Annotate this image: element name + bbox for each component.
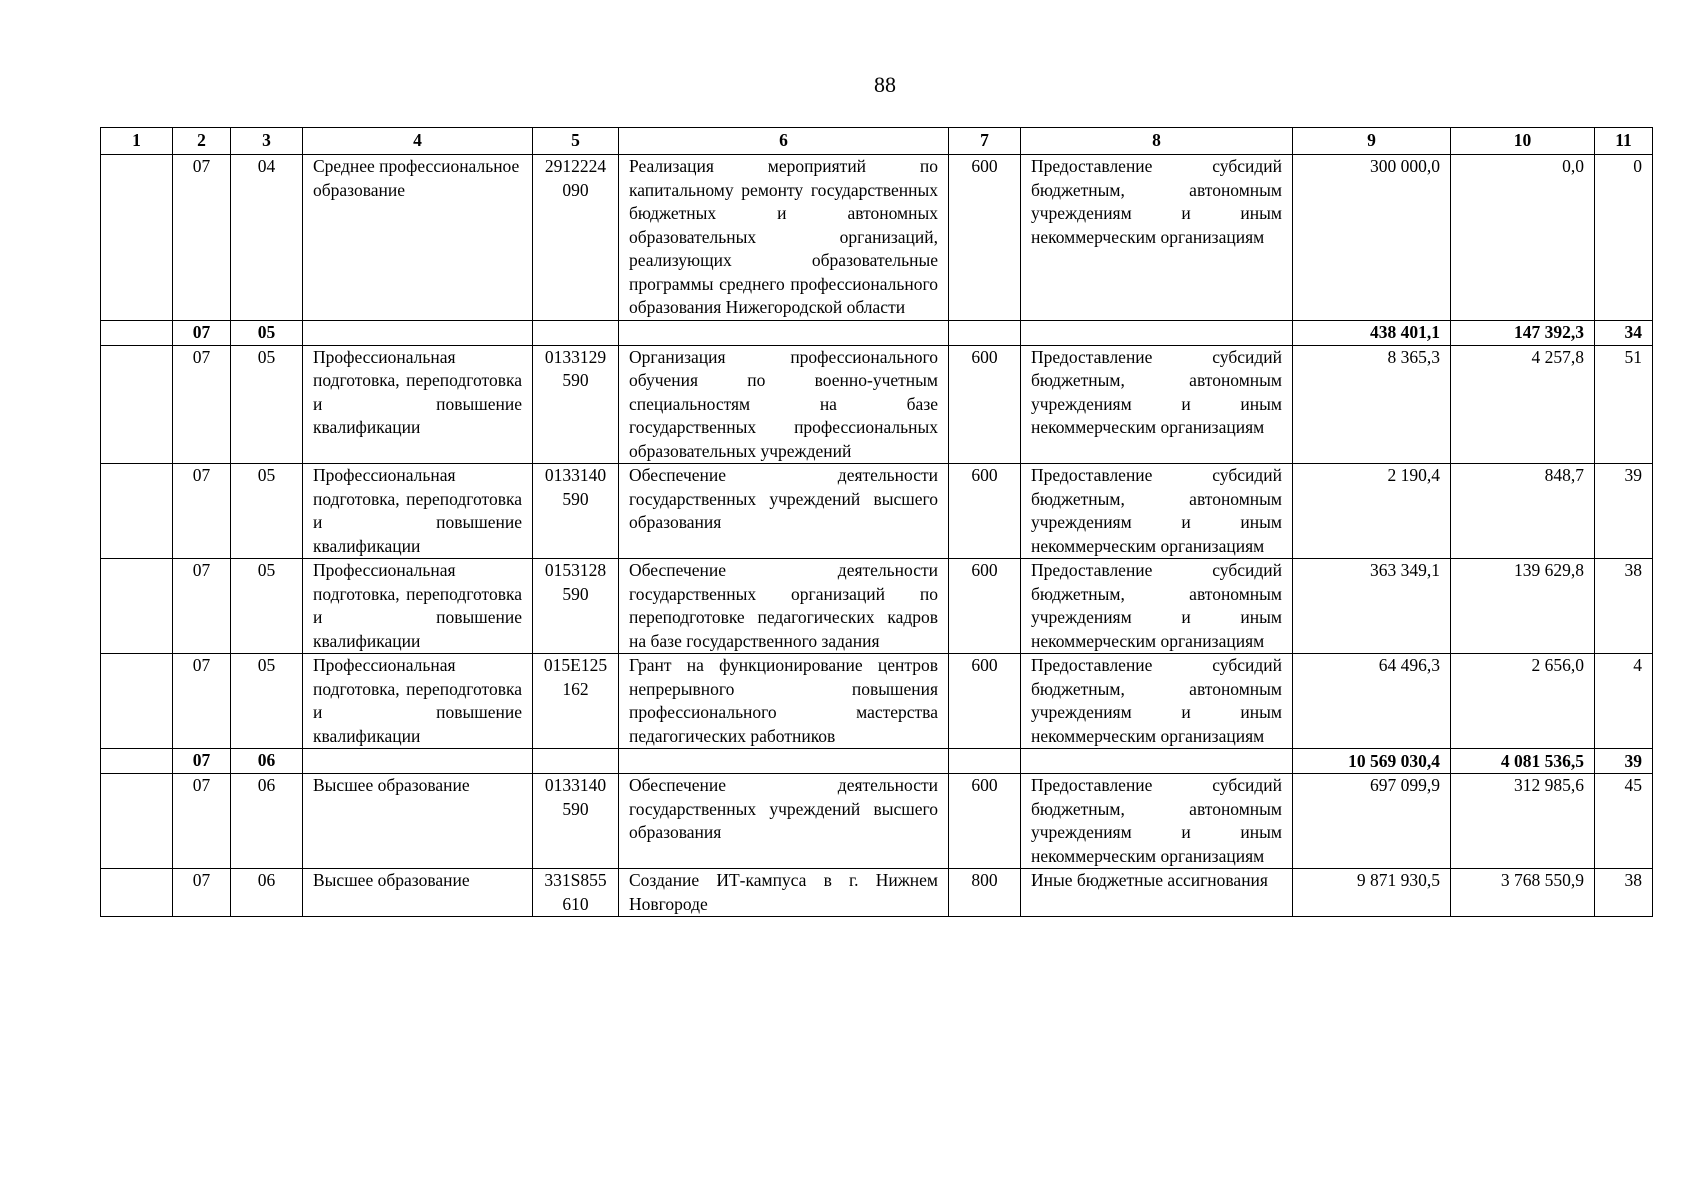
cell-section: 07 bbox=[173, 155, 231, 321]
cell-section: 07 bbox=[173, 464, 231, 559]
cell-plan: 363 349,1 bbox=[1293, 559, 1451, 654]
column-header: 1 bbox=[101, 128, 173, 155]
column-header: 4 bbox=[303, 128, 533, 155]
cell-subsection-name: Профессиональная подготовка, переподготовка и повышение квалификации bbox=[303, 345, 533, 464]
cell-section: 07 bbox=[173, 345, 231, 464]
cell-col1 bbox=[101, 559, 173, 654]
cell-subsection: 04 bbox=[231, 155, 303, 321]
cell-expense-type-name: Предоставление субсидий бюджетным, автономным учреждениям и иным некоммерческим организациям bbox=[1021, 345, 1293, 464]
cell-percent: 51 bbox=[1595, 345, 1653, 464]
cell-col1 bbox=[101, 774, 173, 869]
cell-target-name bbox=[619, 320, 949, 345]
cell-target-code: 0133140590 bbox=[533, 774, 619, 869]
cell-target-name: Организация профессионального обучения по военно-учетным специальностям на базе государственных профессиональных образовательных учреждений bbox=[619, 345, 949, 464]
cell-plan: 2 190,4 bbox=[1293, 464, 1451, 559]
cell-subsection: 05 bbox=[231, 464, 303, 559]
column-header: 8 bbox=[1021, 128, 1293, 155]
cell-section: 07 bbox=[173, 559, 231, 654]
cell-subsection-name: Профессиональная подготовка, переподготовка и повышение квалификации bbox=[303, 464, 533, 559]
cell-expense-type bbox=[949, 749, 1021, 774]
cell-expense-type-name: Предоставление субсидий бюджетным, автономным учреждениям и иным некоммерческим организациям bbox=[1021, 774, 1293, 869]
cell-target-name: Создание ИТ-кампуса в г. Нижнем Новгороде bbox=[619, 869, 949, 917]
cell-target-name: Обеспечение деятельности государственных учреждений высшего образования bbox=[619, 464, 949, 559]
cell-subsection-name: Профессиональная подготовка, переподготовка и повышение квалификации bbox=[303, 654, 533, 749]
table-row bbox=[101, 155, 1653, 321]
cell-target-code: 2912224090 bbox=[533, 155, 619, 321]
cell-target-code bbox=[533, 320, 619, 345]
cell-target-name: Грант на функционирование центров непрерывного повышения профессионального мастерства педагогических работников bbox=[619, 654, 949, 749]
cell-executed: 4 257,8 bbox=[1451, 345, 1595, 464]
cell-expense-type-name: Предоставление субсидий бюджетным, автономным учреждениям и иным некоммерческим организациям bbox=[1021, 464, 1293, 559]
cell-executed: 4 081 536,5 bbox=[1451, 749, 1595, 774]
cell-expense-type-name: Предоставление субсидий бюджетным, автономным учреждениям и иным некоммерческим организациям bbox=[1021, 559, 1293, 654]
cell-subsection: 05 bbox=[231, 345, 303, 464]
cell-executed: 147 392,3 bbox=[1451, 320, 1595, 345]
cell-col1 bbox=[101, 320, 173, 345]
cell-subsection: 05 bbox=[231, 559, 303, 654]
cell-subsection: 05 bbox=[231, 320, 303, 345]
cell-col1 bbox=[101, 155, 173, 321]
cell-col1 bbox=[101, 869, 173, 917]
column-header: 7 bbox=[949, 128, 1021, 155]
cell-plan: 10 569 030,4 bbox=[1293, 749, 1451, 774]
cell-plan: 64 496,3 bbox=[1293, 654, 1451, 749]
cell-plan: 438 401,1 bbox=[1293, 320, 1451, 345]
cell-executed: 3 768 550,9 bbox=[1451, 869, 1595, 917]
cell-subsection-name: Высшее образование bbox=[303, 869, 533, 917]
table-row bbox=[101, 464, 1653, 559]
cell-col1 bbox=[101, 654, 173, 749]
column-header: 9 bbox=[1293, 128, 1451, 155]
page-number: 88 bbox=[874, 72, 896, 97]
cell-expense-type: 600 bbox=[949, 654, 1021, 749]
cell-section: 07 bbox=[173, 654, 231, 749]
table-row bbox=[101, 774, 1653, 869]
budget-table bbox=[100, 127, 1653, 917]
cell-executed: 848,7 bbox=[1451, 464, 1595, 559]
cell-target-code: 015E125162 bbox=[533, 654, 619, 749]
table-row bbox=[101, 345, 1653, 464]
cell-section: 07 bbox=[173, 774, 231, 869]
cell-executed: 0,0 bbox=[1451, 155, 1595, 321]
cell-col1 bbox=[101, 464, 173, 559]
column-header: 5 bbox=[533, 128, 619, 155]
cell-percent: 38 bbox=[1595, 869, 1653, 917]
cell-target-name: Обеспечение деятельности государственных организаций по переподготовке педагогических кадров на базе государственного задания bbox=[619, 559, 949, 654]
cell-subsection-name bbox=[303, 320, 533, 345]
column-header: 10 bbox=[1451, 128, 1595, 155]
cell-section: 07 bbox=[173, 749, 231, 774]
cell-expense-type: 600 bbox=[949, 464, 1021, 559]
cell-expense-type bbox=[949, 320, 1021, 345]
cell-target-name bbox=[619, 749, 949, 774]
column-number-header-row bbox=[101, 128, 1653, 155]
cell-percent: 45 bbox=[1595, 774, 1653, 869]
cell-target-code: 0133140590 bbox=[533, 464, 619, 559]
cell-expense-type: 600 bbox=[949, 774, 1021, 869]
subtotal-row bbox=[101, 320, 1653, 345]
cell-executed: 139 629,8 bbox=[1451, 559, 1595, 654]
cell-expense-type-name bbox=[1021, 749, 1293, 774]
cell-subsection-name: Профессиональная подготовка, переподготовка и повышение квалификации bbox=[303, 559, 533, 654]
column-header: 6 bbox=[619, 128, 949, 155]
cell-expense-type-name: Иные бюджетные ассигнования bbox=[1021, 869, 1293, 917]
cell-target-code bbox=[533, 749, 619, 774]
cell-percent: 34 bbox=[1595, 320, 1653, 345]
cell-target-code: 0133129590 bbox=[533, 345, 619, 464]
cell-subsection: 06 bbox=[231, 774, 303, 869]
cell-target-code: 0153128590 bbox=[533, 559, 619, 654]
cell-executed: 312 985,6 bbox=[1451, 774, 1595, 869]
cell-expense-type-name: Предоставление субсидий бюджетным, автономным учреждениям и иным некоммерческим организациям bbox=[1021, 155, 1293, 321]
column-header: 3 bbox=[231, 128, 303, 155]
cell-plan: 8 365,3 bbox=[1293, 345, 1451, 464]
cell-expense-type: 600 bbox=[949, 559, 1021, 654]
cell-expense-type-name: Предоставление субсидий бюджетным, автономным учреждениям и иным некоммерческим организациям bbox=[1021, 654, 1293, 749]
cell-section: 07 bbox=[173, 869, 231, 917]
cell-section: 07 bbox=[173, 320, 231, 345]
cell-expense-type: 800 bbox=[949, 869, 1021, 917]
cell-subsection-name: Высшее образование bbox=[303, 774, 533, 869]
cell-plan: 9 871 930,5 bbox=[1293, 869, 1451, 917]
table-row bbox=[101, 869, 1653, 917]
cell-percent: 39 bbox=[1595, 464, 1653, 559]
table-row bbox=[101, 559, 1653, 654]
cell-target-code: 331S855610 bbox=[533, 869, 619, 917]
cell-subsection-name bbox=[303, 749, 533, 774]
table-row bbox=[101, 654, 1653, 749]
cell-executed: 2 656,0 bbox=[1451, 654, 1595, 749]
cell-percent: 0 bbox=[1595, 155, 1653, 321]
column-header: 2 bbox=[173, 128, 231, 155]
cell-expense-type: 600 bbox=[949, 155, 1021, 321]
cell-expense-type-name bbox=[1021, 320, 1293, 345]
cell-percent: 39 bbox=[1595, 749, 1653, 774]
cell-plan: 697 099,9 bbox=[1293, 774, 1451, 869]
cell-percent: 4 bbox=[1595, 654, 1653, 749]
cell-expense-type: 600 bbox=[949, 345, 1021, 464]
column-header: 11 bbox=[1595, 128, 1653, 155]
cell-target-name: Реализация мероприятий по капитальному ремонту государственных бюджетных и автономных образовательных организаций, реализующих образовательные программы среднего профессионального образования Нижегородской области bbox=[619, 155, 949, 321]
cell-subsection: 05 bbox=[231, 654, 303, 749]
cell-target-name: Обеспечение деятельности государственных учреждений высшего образования bbox=[619, 774, 949, 869]
cell-col1 bbox=[101, 345, 173, 464]
cell-plan: 300 000,0 bbox=[1293, 155, 1451, 321]
cell-percent: 38 bbox=[1595, 559, 1653, 654]
subtotal-row bbox=[101, 749, 1653, 774]
cell-subsection-name: Среднее профессиональное образование bbox=[303, 155, 533, 321]
cell-col1 bbox=[101, 749, 173, 774]
cell-subsection: 06 bbox=[231, 869, 303, 917]
cell-subsection: 06 bbox=[231, 749, 303, 774]
